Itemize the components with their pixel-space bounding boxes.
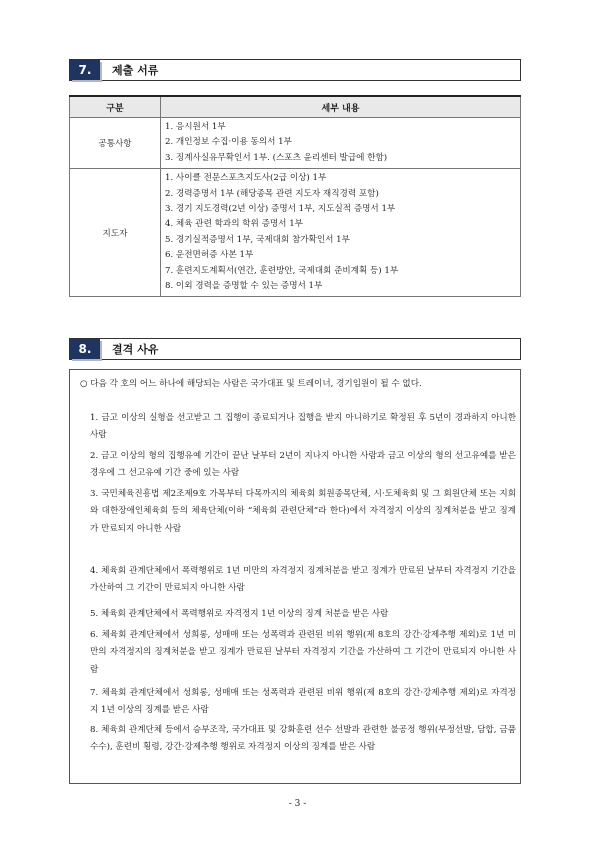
table-header-row xyxy=(70,96,521,118)
list-item: 4. 체육 관련 학과의 학위 증명서 1부 xyxy=(165,219,303,230)
section-7-header xyxy=(69,59,521,81)
clause-item xyxy=(90,410,516,445)
list-item: 2. 경력증명서 1부 (해당종목 관련 지도자 재직경력 포함) xyxy=(165,188,379,199)
clause-item xyxy=(90,627,516,679)
section-7-title: 제출 서류 xyxy=(112,64,159,77)
list-item: 5. 경기실적증명서 1부, 국제대회 참가확인서 1부 xyxy=(165,234,350,245)
list-item: 8. 이외 경력을 증명할 수 있는 증명서 1부 xyxy=(165,280,323,291)
documents-table xyxy=(69,95,521,297)
clause-item xyxy=(90,606,516,623)
clause-text: 1. 금고 이상의 실형을 선고받고 그 집행이 종료되거나 집행을 받지 아니하기로 확정된 후 5년이 경과하지 아니한 사람 xyxy=(90,413,516,441)
clause-text: 8. 체육회 관계단체 등에서 승부조작, 국가대표 및 강화훈련 선수 선발과 관련한 불공정 행위(부정선발, 담합, 금품수수), 훈련비 횡령, 강간·강제추행 행위로 자격정지 이상의 징계를 받은 사람 xyxy=(90,725,516,753)
row-category: 지도자 xyxy=(70,169,161,297)
clause-text: 3. 국민체육진흥법 제2조제9호 가목부터 다목까지의 체육회 회원종목단체, 시·도체육회 및 그 회원단체 또는 지회와 대한장애인체육회 등의 체육단체(이하 “체육회 관련단체”라 한다)에서 자격정지 이상의 징계처분을 받고 징계가 만료되지 아니한 사람 xyxy=(90,489,516,534)
clause-text: 6. 체육회 관계단체에서 성희롱, 성매매 또는 성폭력과 관련된 비위 행위(제 8호의 강간·강제추행 제외)로 1년 미만의 자격정지의 징계처분을 받고 징계가 만료된 날부터 자격정지 기간을 가산하여 그 기간이 만료되지 아니한 사람 xyxy=(90,630,516,675)
header-details: 세부 내용 xyxy=(161,96,521,118)
list-item: 3. 경기 지도경력(2년 이상) 증명서 1부, 지도실적 증명서 1부 xyxy=(165,203,396,214)
section-8-number: 8. xyxy=(70,339,100,359)
list-item: 3. 징계사실유무확인서 1부. (스포츠 윤리센터 발급에 한함) xyxy=(165,152,388,163)
clause-item xyxy=(90,722,516,757)
list-item: 7. 훈련지도계획서(연간, 훈련방안, 국제대회 준비계획 등) 1부 xyxy=(165,265,399,276)
list-item: 2. 개인정보 수집·이용 동의서 1부 xyxy=(165,137,292,148)
clause-text: 4. 체육회 관계단체에서 폭력행위로 1년 미만의 자격정지 징계처분을 받고 징계가 만료된 날부터 자격정지 기간을 가산하여 그 기간이 만료되지 아니한 사람 xyxy=(90,566,516,594)
clause-text: 7. 체육회 관계단체에서 성희롱, 성매매 또는 성폭력과 관련된 비위 행위(제 8호의 강간·강제추행 제외)로 자격정지 1년 이상의 징계를 받은 사람 xyxy=(90,688,516,716)
list-item: 1. 사이클 전문스포츠지도사(2급 이상) 1부 xyxy=(165,173,327,184)
row-items xyxy=(161,118,521,169)
clause-item xyxy=(90,448,516,483)
row-category: 공통사항 xyxy=(70,118,161,169)
clause-item xyxy=(90,486,516,538)
row-items xyxy=(161,169,521,297)
section-8-title: 결격 사유 xyxy=(112,343,159,356)
clause-text: 5. 체육회 관계단체에서 폭력행위로 자격정지 1년 이상의 징계 처분을 받은 사람 xyxy=(90,609,389,619)
disqualification-box xyxy=(69,369,521,784)
list-item: 6. 운전면허증 사본 1부 xyxy=(165,250,254,261)
disqualification-intro: ○ 다음 각 호의 어느 하나에 해당되는 사람은 국가대표 및 트레이너, 경기임원이 될 수 없다. xyxy=(80,379,422,389)
list-item: 1. 응시원서 1부 xyxy=(165,122,226,132)
header-category: 구분 xyxy=(70,96,161,118)
table-row xyxy=(70,169,521,297)
clause-item xyxy=(90,685,516,720)
table-row xyxy=(70,118,521,169)
clause-item xyxy=(90,563,516,598)
clause-text: 2. 금고 이상의 형의 집행유예 기간이 끝난 날부터 2년이 지나지 아니한 사람과 금고 이상의 형의 선고유예를 받은 경우에 그 선고유예 기간 중에 있는 사람 xyxy=(90,451,516,479)
section-7-number: 7. xyxy=(70,60,100,80)
section-8-header xyxy=(69,338,521,360)
page-number: - 3 - xyxy=(288,799,307,809)
